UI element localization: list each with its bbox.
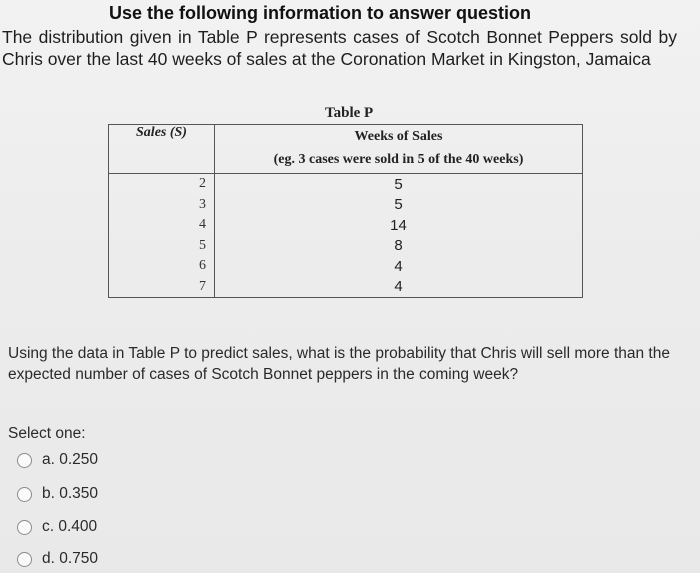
weeks-value: 4 [394,278,403,296]
weeks-header-example: (eg. 3 cases were sold in 5 of the 40 weeks) [273,152,524,167]
table-row [109,174,583,195]
sales-table [108,124,583,298]
instruction-heading: Use the following information to answer question [108,3,531,23]
question-text: Using the data in Table P to predict sales, what is the probability that Chris will sell more than the expected number of cases of Scotch Bonnet peppers in the coming week? [8,345,670,383]
weeks-value: 5 [394,175,403,193]
option-b[interactable] [17,485,98,503]
option-label: c. 0.400 [42,518,98,535]
weeks-value: 5 [394,196,403,214]
sales-value: 6 [109,256,215,277]
table-row [109,236,583,257]
table-caption: Table P [325,105,374,121]
sales-value: 7 [109,277,215,298]
radio-button[interactable] [17,552,32,567]
table-row [109,195,583,216]
weeks-value: 8 [394,237,403,255]
table-row [109,277,583,298]
select-one-label: Select one: [8,425,86,442]
option-d[interactable] [17,550,98,568]
weeks-value: 14 [390,216,407,234]
weeks-column-header [215,125,583,174]
radio-button[interactable] [17,520,32,535]
sales-value: 5 [109,236,215,257]
sales-value: 4 [109,215,215,236]
radio-button[interactable] [17,453,32,468]
sales-value: 2 [109,174,215,195]
option-label: b. 0.350 [42,485,99,502]
sales-column-header: Sales (S) [109,125,215,174]
option-label: d. 0.750 [42,550,99,567]
option-label: a. 0.250 [42,451,99,468]
sales-value: 3 [109,195,215,216]
table-header-row [109,125,583,174]
weeks-value: 4 [394,257,403,275]
option-c[interactable] [17,518,97,536]
weeks-header-title: Weeks of Sales [354,129,443,144]
table-row [109,256,583,277]
option-a[interactable] [17,451,98,469]
intro-paragraph: The distribution given in Table P represents cases of Scotch Bonnet Peppers sold by Chris over the last 40 weeks of sales at the Coronation Market in Kingston, Jamaica [2,27,677,69]
radio-button[interactable] [17,487,32,502]
table-row [109,215,583,236]
